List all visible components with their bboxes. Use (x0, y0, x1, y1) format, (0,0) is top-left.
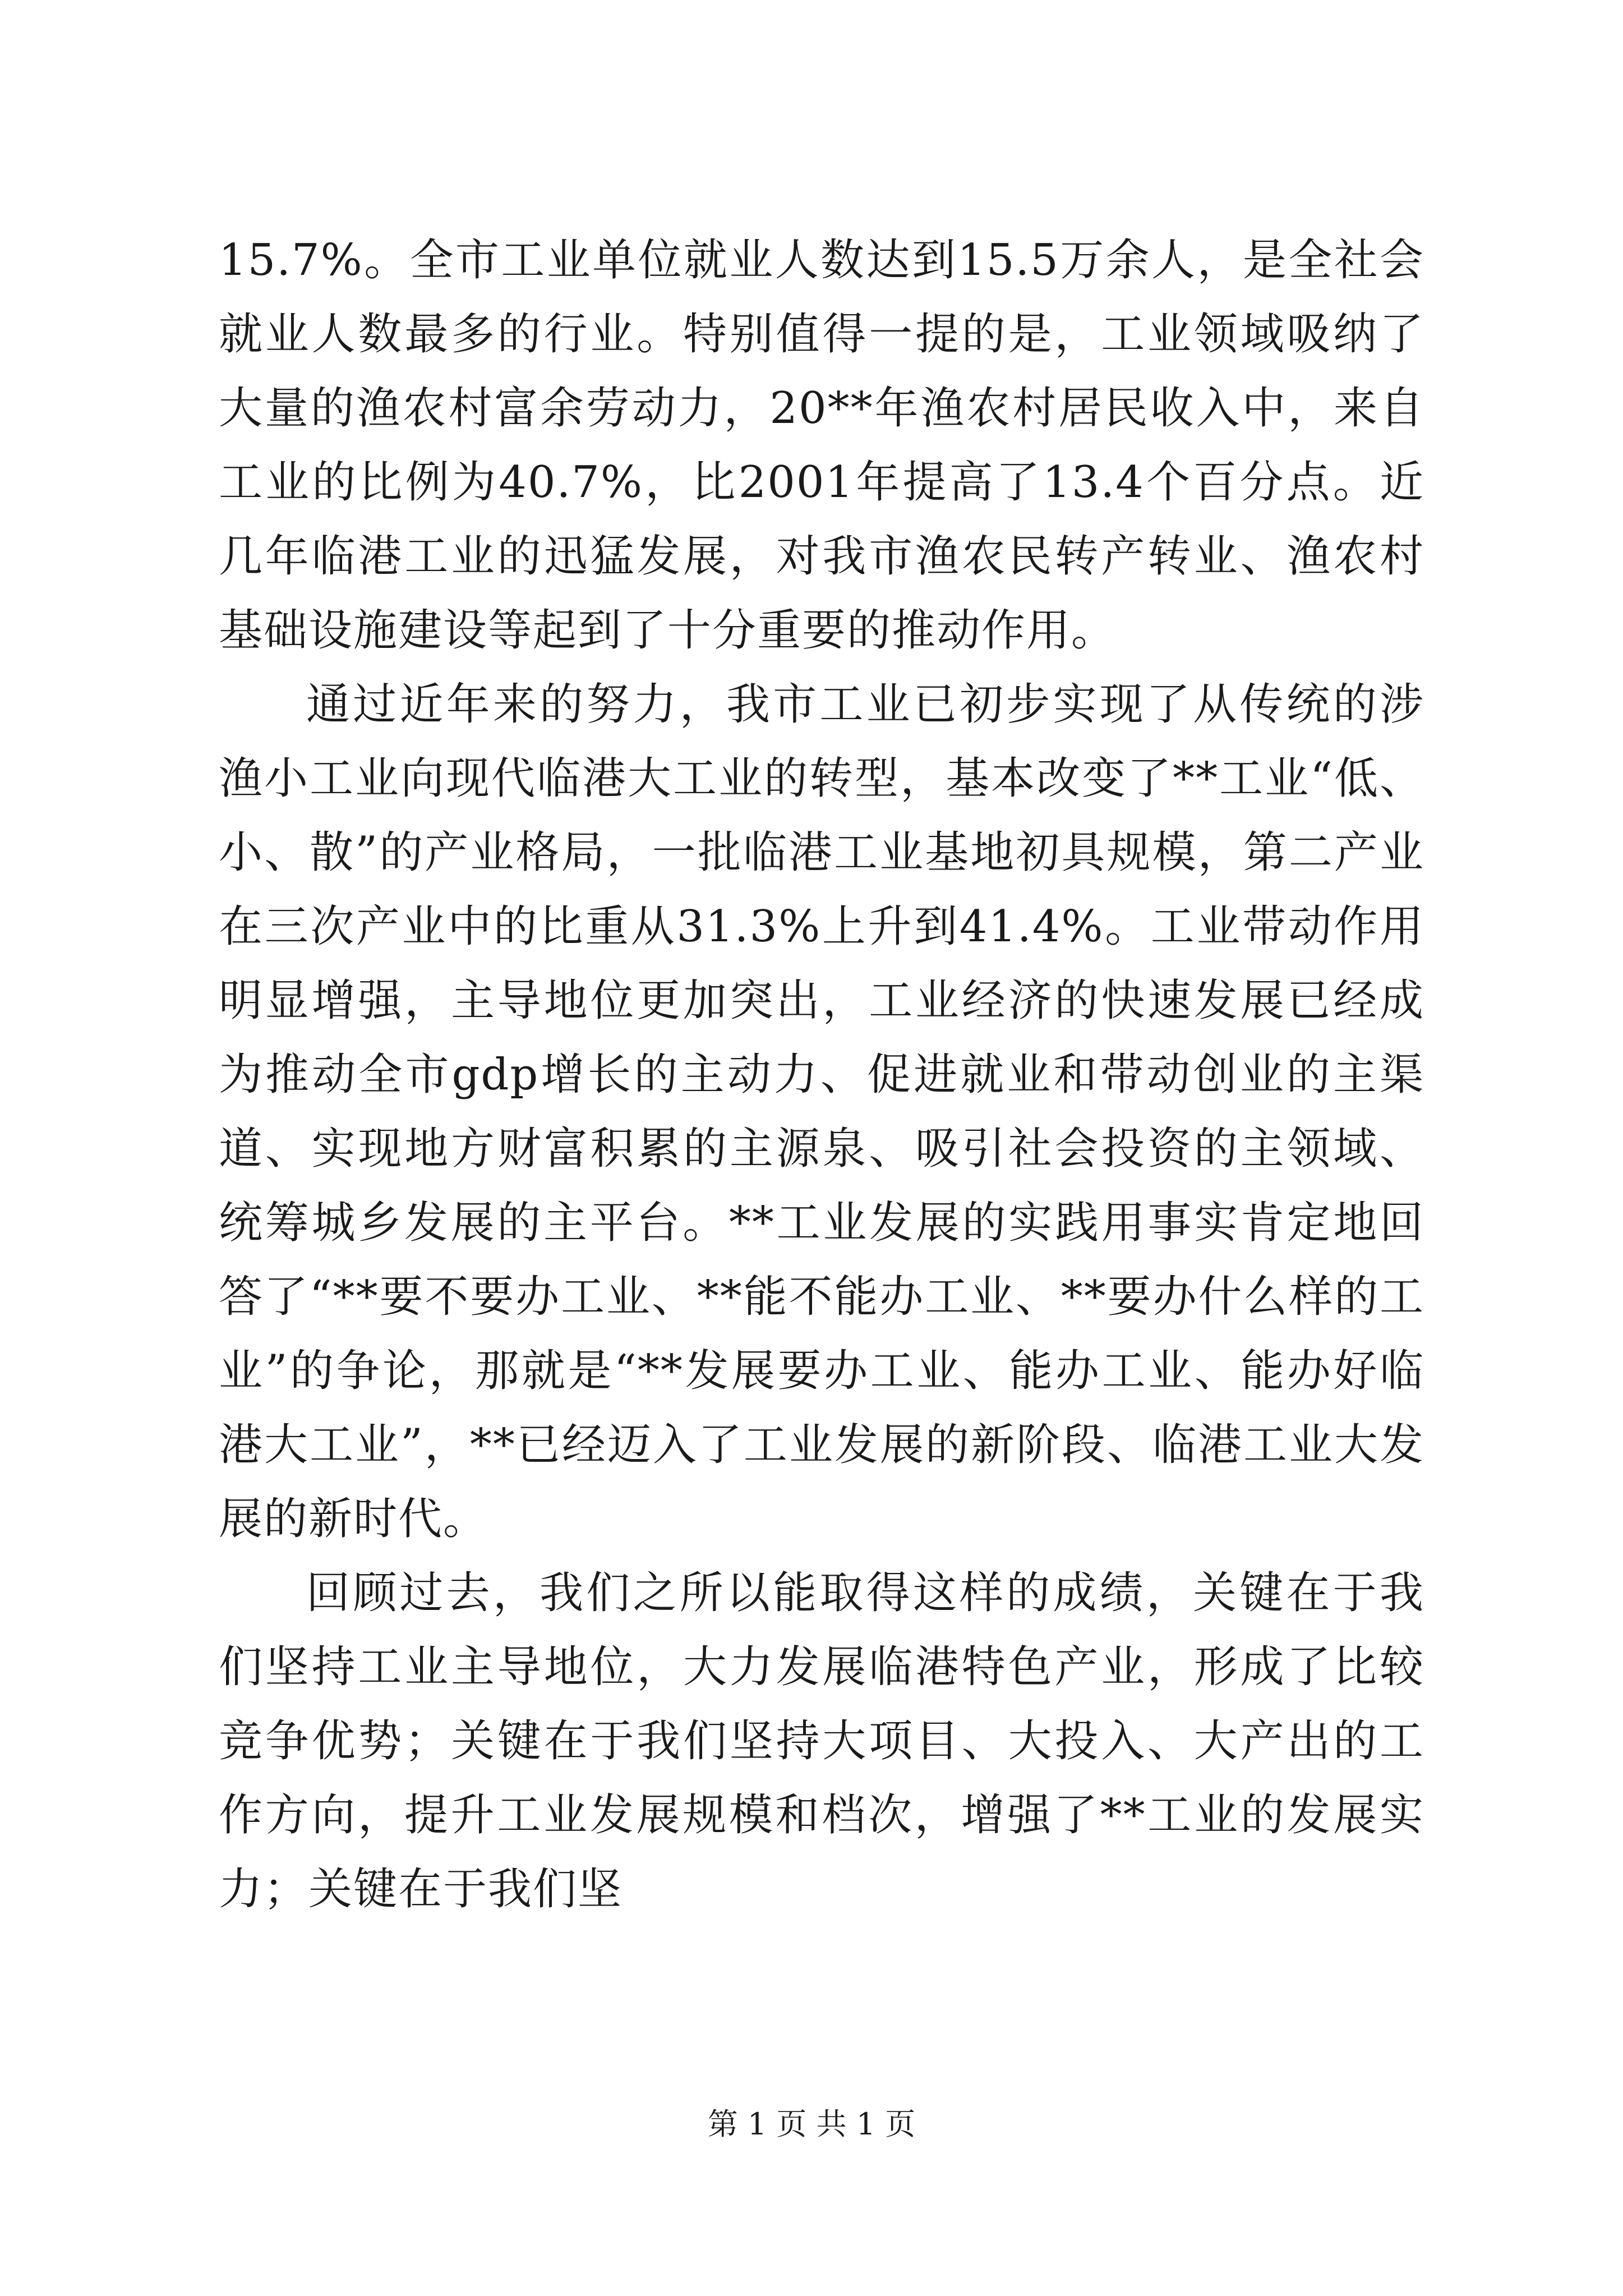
paragraph-3: 回顾过去，我们之所以能取得这样的成绩，关键在于我们坚持工业主导地位，大力发展临港特色产业，形成了比较竞争优势；关键在于我们坚持大项目、大投入、大产出的工作方向，提升工业发展规模和档次，增强了**工业的发展实力；关键在于我们坚 (219, 1568, 1424, 1915)
paragraph-2: 通过近年来的努力，我市工业已初步实现了从传统的涉渔小工业向现代临港大工业的转型，基本改变了**工业“低、小、散”的产业格局，一批临港工业基地初具规模，第二产业在三次产业中的比重从31.3%上升到41.4%。工业带动作用明显增强，主导地位更加突出，工业经济的快速发展已经成为推动全市gdp增长的主动力、促进就业和带动创业的主渠道、实现地方财富积累的主源泉、吸引社会投资的主领域、统筹城乡发展的主平台。**工业发展的实践用事实肯定地回答了“**要不要办工业、**能不能办工业、**要办什么样的工业”的争论，那就是“**发展要办工业、能办工业、能办好临港大工业”，**已经迈入了工业发展的新阶段、临港工业大发展的新时代。 (219, 679, 1424, 1544)
document-body (219, 223, 1424, 1926)
paragraph-1: 15.7%。全市工业单位就业人数达到15.5万余人，是全社会就业人数最多的行业。特别值得一提的是，工业领域吸纳了大量的渔农村富余劳动力，20**年渔农村居民收入中，来自工业的比例为40.7%，比2001年提高了13.4个百分点。近几年临港工业的迅猛发展，对我市渔农民转产转业、渔农村基础设施建设等起到了十分重要的推动作用。 (219, 235, 1424, 656)
page-footer: 第 1 页 共 1 页 (707, 2106, 916, 2142)
